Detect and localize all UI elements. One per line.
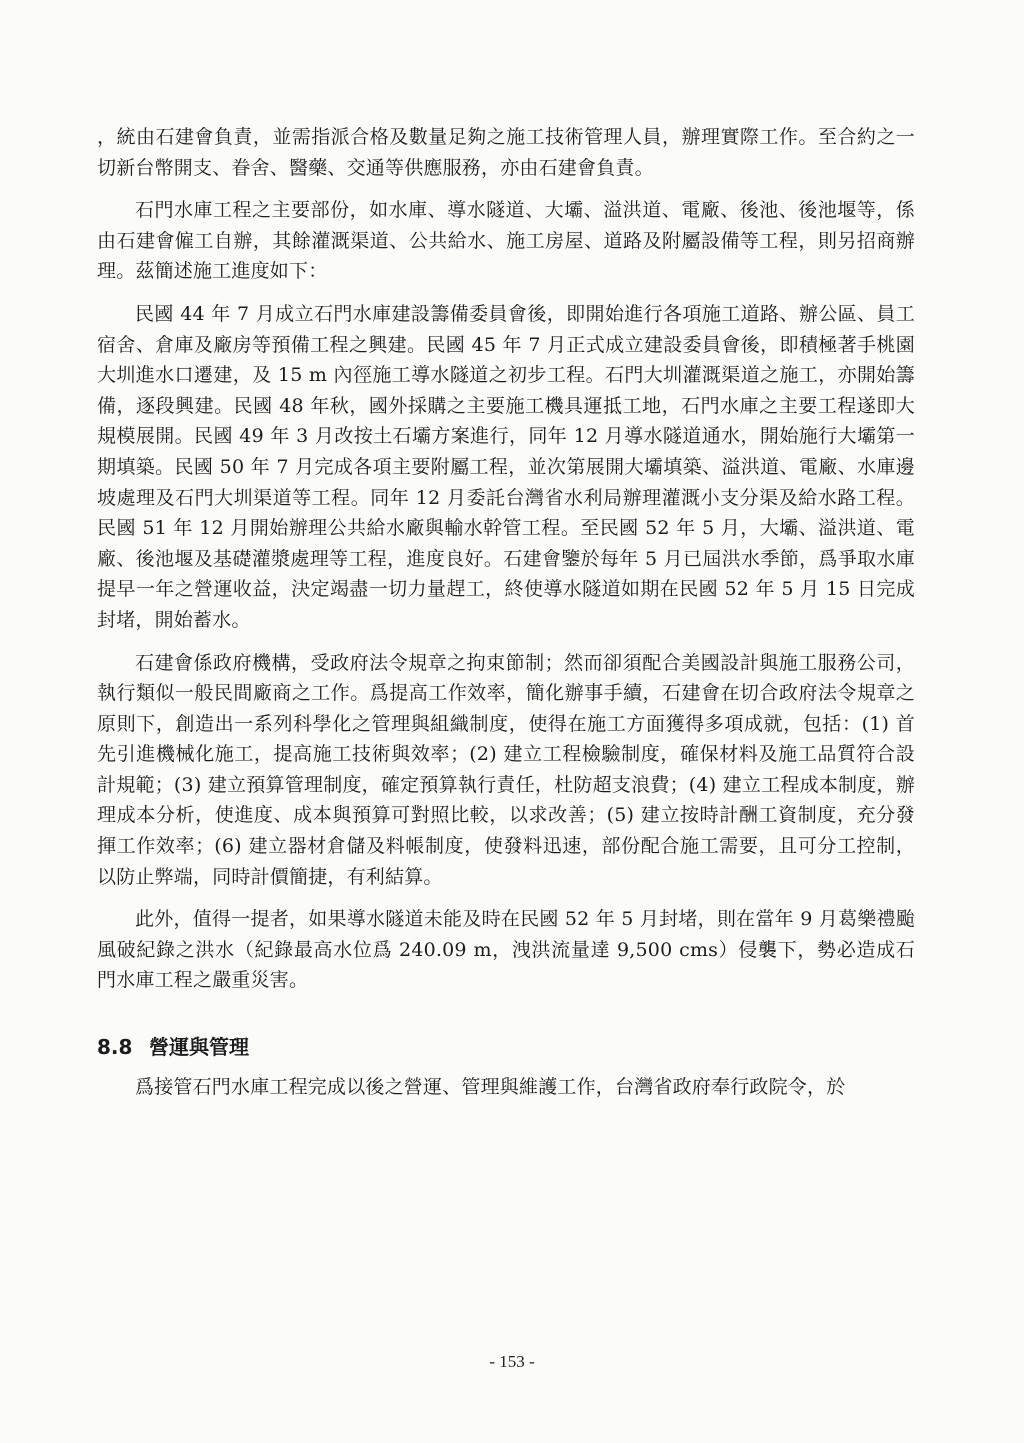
- paragraph-management-achievements: 石建會係政府機構，受政府法令規章之拘束節制；然而卻須配合美國設計與施工服務公司，執行類似一般民間廠商之工作。爲提高工作效率，簡化辦事手續，石建會在切合政府法令規章之原則下，創造出一系列科學化之管理與組織制度，使得在施工方面獲得多項成就，包括：(1) 首先引進機械化施工，提高施工技術與效率；(2) 建立工程檢驗制度，確保材料及施工品質符合設計規範；(3) 建立預算管理制度，確定預算執行責任，杜防超支浪費；(4) 建立工程成本制度，辦理成本分析，使進度、成本與預算可對照比較，以求改善；(5) 建立按時計酬工資制度，充分發揮工作效率；(6) 建立器材倉儲及料帳制度，使發料迅速，部份配合施工需要，且可分工控制，以防止弊端，同時計價簡捷，有利結算。: [97, 651, 915, 888]
- paragraph-continuation: ，統由石建會負責，並需指派合格及數量足夠之施工技術管理人員，辦理實際工作。至合約之一切新台幣開支、眷舍、醫藥、交通等供應服務，亦由石建會負責。: [97, 126, 915, 179]
- paragraph-flood-note: 此外，值得一提者，如果導水隧道未能及時在民國 52 年 5 月封堵，則在當年 9 月葛樂禮颱風破紀錄之洪水（紀錄最高水位爲 240.09 m，洩洪流量達 9,500 cms）侵襲下，勢必造成石門水庫工程之嚴重災害。: [97, 908, 915, 992]
- paragraph-construction-progress: 民國 44 年 7 月成立石門水庫建設籌備委員會後，即開始進行各項施工道路、辦公區、員工宿舍、倉庫及廠房等預備工程之興建。民國 45 年 7 月正式成立建設委員會後，即積極著手桃園大圳進水口遷建，及 15 m 內徑施工導水隧道之初步工程。石門大圳灌溉渠道之施工，亦開始籌備，逐段興建。民國 48 年秋，國外採購之主要施工機具運抵工地，石門水庫之主要工程遂即大規模展開。民國 49 年 3 月改按土石壩方案進行，同年 12 月導水隧道通水，開始施行大壩第一期填築。民國 50 年 7 月完成各項主要附屬工程，並次第展開大壩填築、溢洪道、電廠、水庫邊坡處理及石門大圳渠道等工程。同年 12 月委託台灣省水利局辦理灌溉小支分渠及給水路工程。民國 51 年 12 月開始辦理公共給水廠與輸水幹管工程。至民國 52 年 5 月，大壩、溢洪道、電廠、後池堰及基礎灌漿處理等工程，進度良好。石建會鑒於每年 5 月已屆洪水季節，爲爭取水庫提早一年之營運收益，決定竭盡一切力量趕工，終使導水隧道如期在民國 52 年 5 月 15 日完成封堵，開始蓄水。: [97, 302, 915, 631]
- section-number: 8.8: [97, 1035, 133, 1060]
- paragraph-operations-intro: 爲接管石門水庫工程完成以後之營運、管理與維護工作，台灣省政府奉行政院令，於: [135, 1076, 846, 1099]
- section-heading: [97, 1032, 915, 1062]
- page-content: [97, 122, 915, 1115]
- section-title: 營運與管理: [149, 1035, 249, 1060]
- paragraph-major-components: 石門水庫工程之主要部份，如水庫、導水隧道、大壩、溢洪道、電廠、後池、後池堰等，係由石建會僱工自辦，其餘灌溉渠道、公共給水、施工房屋、道路及附屬設備等工程，則另招商辦理。茲簡述施工進度如下：: [97, 199, 915, 283]
- page-number: - 153 -: [489, 1352, 535, 1371]
